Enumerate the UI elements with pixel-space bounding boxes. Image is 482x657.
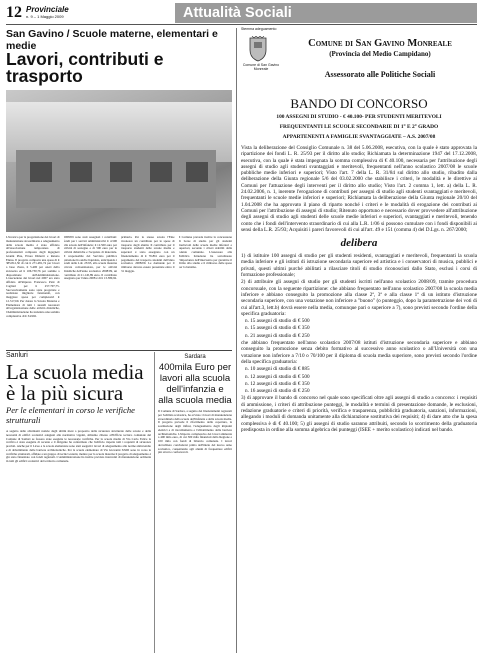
list-item: n. 21 assegni di studio di € 250 — [245, 332, 310, 339]
school-photo — [6, 90, 232, 232]
article3-box — [154, 352, 232, 653]
document-subtitle: (Provincia del Medio Campidano) — [329, 50, 431, 58]
list-item: n. 12 assegni di studio di € 500 — [245, 373, 310, 380]
crest-caption: Comune di San Gavino Monreale — [242, 63, 280, 71]
document-paragraph: 1) di istituire 100 assegni di studio per gli studenti residenti, svantaggiati e meritevoli, frequentanti la scuola media inferiore e gli istituti di istruzione secondaria superiore ed artistica e i conservatori di musica, pubblici e privati, questi ultimi purché abilitati a rilasciare titoli di studio riconosciuti dallo Stato, esclusi i corsi di formazione professionale; — [241, 253, 477, 279]
article2-body: A seguito delle allarmanti notizie degli ultimi mesi a proposito della sicurezza strutturale delle scuole e della necessità di edifici scolastici adeguati alle normative vigenti, abbiamo chiesto all'Ufficio tecnico comunale del Comune di Sanluri se fossero state eseguite le necessarie verifiche. Per la scuola media di Via Carlo Felice la verifica è stata eseguita di recente e il dirigente ha confermato che l'edificio rispetta tutti i requisiti di sicurezza previsti. Anche per il Liceo e la scuola elementare sono stati eseguiti i lavori di adeguamento alle norme antincendio e di abbattimento delle barriere architettoniche. Per la scuola elementare di Via Giovanni XXIII sono in corso le verifiche strutturali, affidate a un gruppo di tecnici esterni, mentre per la scuola materna il progetto di adeguamento è già stato finanziato con fondi regionali. L'Amministrazione ha inoltre previsto interventi di manutenzione ordinaria in tutti gli edifici scolastici del territorio comunale. — [6, 430, 151, 463]
document-paragraph: che abbiano frequentato nell'anno scolastico 2007/08 istituti d'istruzione secondaria superiore e abbiano conseguito la promozione senza debito formativo al successivo anno scolastico o all'Università con una votazione non inferiore a 7/10 o 70/100 per il diploma di scuola media superiore, sono previsti secondo l'ordine della specifica graduatoria: — [241, 340, 477, 365]
list-item: n. 10 assegni di studio di € 885 — [245, 366, 310, 373]
crest-icon — [248, 36, 268, 62]
document-office: Assessorato alle Politiche Sociali — [324, 70, 436, 79]
bando-highlight: FREQUENTANTI LE SCUOLE SECONDARIE DI 1° E 2° GRADO — [279, 124, 439, 130]
list-item: n. 15 assegni di studio di € 350 — [245, 325, 310, 332]
article1-col: L'incarico per la progettazione dei lavori di manutenzione straordinaria e adeguamento della scuola media è stato affidato all'associazione temporanea di professionisti composta dagli ingegneri Gianni Pisu, Ettore Dimetti e Renato Ennas. Il progetto comporta una spesa di € 385.812,50 di cui € 271.481,74 per lavori a base d'asta, € 5.400 per oneri della sicurezza ed € 106.730,76 per somme a disposizione dell'Amministrazione. L'esecuzione dei lavori nel 2007 era stata affidata all'impresa Francesco Pani di Cagliari per € 257.707,75. Successivamente sono state progettate e realizzate migliorie funzionali, con maggiore spesa per complessivi € 12.317,69. Per dotare la Scuola Materna e Elementare di tutti i sussidi necessari all'organizzazione delle attività didattiche, l'Amministrazione ha stanziato una somma complessiva di € 34.992. — [6, 236, 60, 318]
issue-date: n. 9 – 1 Maggio 2009 — [26, 14, 64, 19]
article3-body: Il Comune di Sardara, a seguito dei finanziamenti regionali per l'edilizia scolastica, ha avviato i lavori di manutenzione straordinaria della scuola dell'infanzia e della scuola media. Il progetto prevede il rifacimento della copertura, la sostituzione degli infissi, l'adeguamento degli impianti elettrici e di riscaldamento e l'abbattimento delle barriere architettoniche. L'importo complessivo dei lavori ammonta a 400 mila euro, di cui 300 mila finanziati dalla Regione e 100 mila con fondi di bilancio comunale. I lavori dovrebbero concludersi prima dell'inizio del nuovo anno scolastico, consentendo agli alunni di frequentare edifici più sicuri e confortevoli. — [158, 410, 232, 455]
article1-headline: Lavori, contributi e trasporto — [6, 49, 164, 86]
bando-heading: BANDO DI CONCORSO — [290, 96, 428, 111]
section-title: Attualità Sociali — [175, 3, 477, 23]
article2-place: Sanluri — [6, 352, 28, 359]
article1-body — [6, 236, 232, 346]
article1-col: primaria. Per lo stesso scuola l'Ente riconosce un contributo per le spese di trasporto degli alunni. Il contributo per il trasporto studenti delle scuole medie e superiori è stato assegnato con un finanziamento di € 76.861 euro per il pagamento del trasporto studenti dell'anno scolastico 2008/09. Le domande per il rimborso devono essere presentate entro il 31 maggio. — [121, 236, 175, 273]
document-paragraph: 3) di approvare il bando di concorso nel quale sono specificati oltre agli assegni di studio a concorso: i requisiti di ammissione, i criteri di attribuzione punteggi, le modalità e termini di presentazione domande, le esclusioni, redazione graduatorie e criteri di priorità, verifica e trasparenza, pubblicità graduatoria, sanzioni, informazioni, allegando i moduli di domanda unitamente alla dichiarazione sostitutiva dei requisiti; 4) di dare atto che la spesa complessiva è di € 40.100; 5) gli assegni di studio saranno attribuiti, secondo lo scorrimento della graduatoria predisposta in ordine alla somma algebrica dei punteggi (ISEE + merito scolastico) indicati nel bando. — [241, 395, 477, 433]
article3-place: Sardara — [184, 354, 206, 360]
document-paragraph: 2) di attribuire gli assegni di studio per gli studenti iscritti nell'anno scolastico 2008/09, tramite procedura concorsuale, con la seguente ripartizione: che abbiano frequentato nell'anno scolastico 2007/08 la scuola media inferiore e abbiano conseguito la promozione alla classe 2ª, 3ª e alla classe 1ª di un istituto d'istruzione secondaria superiore, con una votazione non inferiore a "buono" (o punteggio, dopo la parametrazione dei voti di cui all'art.3, lett.b) dovrà essere nella media, comunque pari o superiore a 7), sono previsti secondo l'ordine della specifica graduatoria: — [241, 279, 477, 317]
bando-highlight: 100 ASSEGNI DI STUDIO - € 40.100- PER STUDENTI MERITEVOLI — [276, 114, 442, 120]
document-paragraph: Vista la deliberazione del Consiglio Comunale n. 38 del 5.06.2008, esecutiva, con la quale è stato approvata la ripartizione dei fondi L. R. 25/93 per il diritto allo studio; Richiamata la determinazione 1947 del 17.12.2008, esecutiva, con la quale è stata impegnata la somma complessiva di € 40.100, necessaria per l'attribuzione degli assegni di studio agli studenti svantaggiati e meritevoli, frequentanti nell'anno scolastico 2007/08 le scuole pubbliche medie inferiori e superiori; Visto l'art. 7 della L. R. 31/84 sul diritto allo studio, ribadito dalla deliberazione della Giunta regionale 5/6 del 03.02.2000 che stabilisce i criteri, le modalità e le direttive ai Comuni per l'attuazione degli interventi per il diritto allo studio; Visto l'art. 2 comma 1, lett. a) della L. R. 24.02.2006, n. 1, inerente l'erogazione di contributi per assegni di studio agli studenti svantaggiati e meritevoli, frequentanti le scuole medie inferiori e superiori; Richiamata la deliberazione della Giunta regionale 20/10 del 1.04.2008 che ha approvato il piano di riparto nonché i criteri e le modalità di erogazione dei contributi ai Comuni per l'attribuzione di assegni di studio; Ritenuto opportuno e necessario dover provvedere all'attribuzione degli assegni di studio agli studenti delle scuole medie inferiori e superiori, svantaggiati e meritevoli, tenendo conto che i fondi dell'intervento straordinario di cui alla L.R. 1/06 si possono cumulare con i fondi disponibili ai sensi della L.R. 25/93; Acquisiti i pareri favorevoli di cui all'art. 49 e 151 (comma 4) del D.Lgs. n. 267/2000; — [241, 145, 477, 233]
list-item: n. 12 assegni di studio di € 350 — [245, 380, 310, 387]
delibera-heading: delibera — [340, 237, 378, 250]
article2-subtitle: Per le elementari in corso le verifiche strutturali — [6, 405, 135, 425]
document-tag: Stemma adeguamento — [241, 27, 277, 31]
list-item: n. 15 assegni di studio di € 500 — [245, 318, 310, 325]
article2-headline: La scuola media è la più sicura — [6, 360, 144, 405]
article1-col: Il Comune prevede inoltre la concessione di borse di studio per gli studenti meritevoli delle scuole medie inferiori e superiori, secondo i criteri stabiliti dalla Giunta comunale. L'assessore alla Pubblica Istruzione ha sottolineato l'importanza dell'intervento per garantire il diritto allo studio e il rimborso delle spese per la benzina. — [178, 236, 232, 269]
paper-name: Provinciale — [26, 5, 69, 14]
article1-col: 2008/09 sono stati assegnati i contributi: fondi per i servizi amministrativi € 4.500 alla scuola dell'infanzia; € 12.500 euro per attività di sostegno e di 500 euro per le attività didattiche e l'acquisto di materiale. Il responsabile del Servizio pubblica istruzione ha anche liquidato, anticipando i fondi della L.R. 25/93, alla scuola materna privata convenzionata, per le attività didattiche dell'anno scolastico 2008/09, un contributo di 21.145,89 euro. Il contributo assegnato per l'anno 2008 è di € 13.580,92. — [63, 236, 117, 281]
article3-headline: 400mila Euro per lavori alla scuola dell'infanzia e alla scuola media — [158, 362, 232, 406]
document-body — [241, 145, 477, 653]
document-title: Comune di San Gavino Monreale — [308, 38, 452, 49]
article2-divider — [6, 350, 232, 351]
page-number: 12 — [6, 4, 22, 21]
header-divider — [6, 24, 477, 25]
article1-kicker: San Gavino / Scuole materne, elementari e medie — [6, 28, 218, 52]
column-divider — [236, 28, 237, 653]
list-item: n. 16 assegni di studio di € 250 — [245, 388, 310, 395]
bando-highlight: APPARTENENTI A FAMIGLIE SVANTAGGIATE – A.S. 2007/08 — [282, 134, 436, 140]
